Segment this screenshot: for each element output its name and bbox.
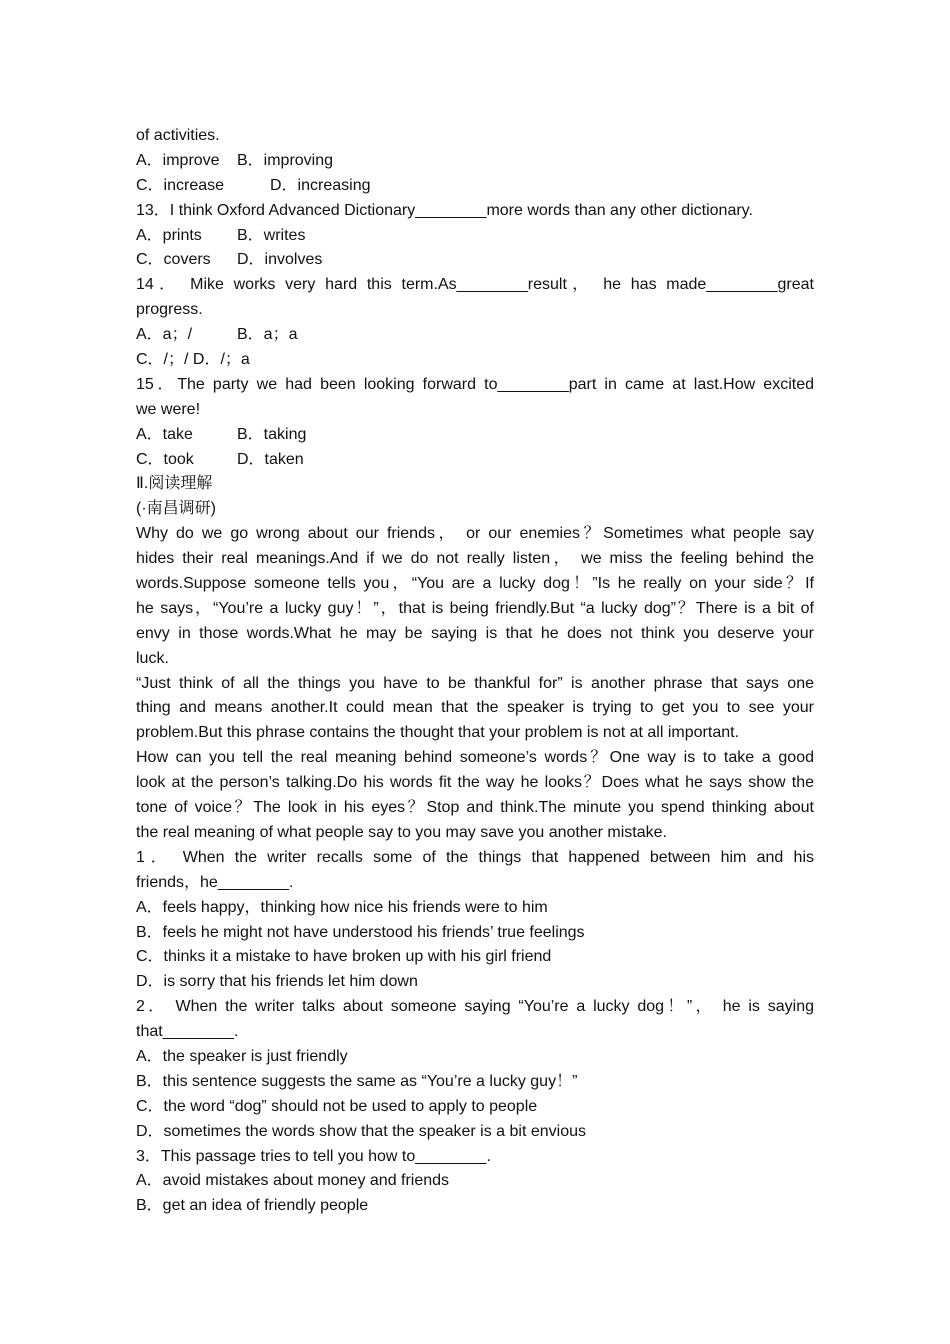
passage-line: How can you tell the real meaning behind someone’s words？One way is to take a good — [136, 749, 814, 767]
passage-line: he says，“You’re a lucky guy！”，that is being friendly.But “a lucky dog”？There is a bit of — [136, 599, 814, 617]
passage-line: luck. — [136, 649, 169, 667]
question-12-tail: of activities. — [136, 127, 220, 144]
option-a: A．take — [136, 425, 193, 443]
reading-question-1-stem: 1． When the writer recalls some of the things that happened between him and his — [136, 848, 814, 866]
question-15-options-cd — [136, 448, 814, 473]
section-source: (·南昌调研) — [136, 500, 216, 518]
option-b: B．taking — [237, 425, 307, 443]
question-14-options-cd — [136, 348, 814, 373]
option-b: B．writes — [237, 226, 306, 244]
question-15-stem: 15．The party we had been looking forward to________part in came at last.How excited — [136, 375, 814, 393]
passage-line: tone of voice？The look in his eyes？Stop and think.The minute you spend thinking about — [136, 799, 814, 817]
option-c: C．increase — [136, 176, 225, 194]
option-a: A．the speaker is just friendly — [136, 1047, 348, 1065]
question-12-options-ab — [136, 149, 814, 174]
option-b: B．a；a — [237, 326, 298, 344]
option-a: A．a；/ — [136, 326, 193, 344]
passage-line: words.Suppose someone tells you，“You are a lucky dog！”Is he really on your side？If — [136, 575, 814, 593]
passage-line: thing and means another.It could mean that the speaker is trying to get you to see your — [136, 699, 814, 717]
question-14-stem: 14． Mike works very hard this term.As________result， he has made________great — [136, 276, 814, 294]
option-a: A．prints — [136, 226, 202, 244]
question-13-stem: 13．I think Oxford Advanced Dictionary________more words than any other dictionary. — [136, 201, 753, 219]
question-12-options-cd — [136, 174, 814, 199]
option-c: C．the word “dog” should not be used to apply to people — [136, 1097, 538, 1115]
question-13-options-cd — [136, 248, 814, 273]
option-c: C．/；/ — [136, 351, 189, 369]
document-page — [136, 124, 814, 1219]
passage-line: the real meaning of what people say to you may save you another mistake. — [136, 823, 667, 841]
question-13-options-ab — [136, 224, 814, 249]
passage-line: hides their real meanings.And if we do not really listen， we miss the feeling behind the — [136, 550, 814, 568]
passage-line: look at the person’s talking.Do his words fit the way he looks？Does what he says show the — [136, 774, 814, 792]
option-b: B．get an idea of friendly people — [136, 1197, 369, 1215]
option-c: C．thinks it a mistake to have broken up with his girl friend — [136, 948, 552, 966]
option-c: C．covers — [136, 251, 211, 269]
option-d: D．involves — [237, 251, 323, 269]
section-title: Ⅱ.阅读理解 — [136, 475, 213, 493]
option-a: A．improve — [136, 151, 220, 169]
passage-line: Why do we go wrong about our friends， or our enemies？Sometimes what people say — [136, 525, 814, 543]
option-d: D．taken — [237, 450, 304, 468]
reading-question-1-stem-cont: friends，he________. — [136, 873, 294, 891]
option-b: B．feels he might not have understood his friends’ true feelings — [136, 923, 585, 941]
passage-line: envy in those words.What he may be saying is that he does not think you deserve your — [136, 624, 814, 642]
option-a: A．feels happy，thinking how nice his friends were to him — [136, 898, 548, 916]
passage-line: problem.But this phrase contains the thought that your problem is not at all important. — [136, 724, 739, 742]
question-14-stem-cont: progress. — [136, 301, 203, 319]
option-d: D．sometimes the words show that the speaker is a bit envious — [136, 1122, 586, 1140]
option-d: D．increasing — [270, 176, 371, 194]
option-b: B．this sentence suggests the same as “You’re a lucky guy！” — [136, 1072, 578, 1090]
question-15-options-ab — [136, 423, 814, 448]
question-15-stem-cont: we were! — [136, 400, 201, 418]
option-a: A．avoid mistakes about money and friends — [136, 1172, 450, 1190]
reading-question-2-stem-cont: that________. — [136, 1023, 239, 1041]
option-b: B．improving — [237, 151, 334, 169]
question-14-options-ab — [136, 323, 814, 348]
option-d: D．/；a — [192, 351, 250, 369]
option-c: C．took — [136, 450, 194, 468]
reading-question-3-stem: 3．This passage tries to tell you how to________. — [136, 1147, 491, 1165]
reading-question-2-stem: 2． When the writer talks about someone saying “You’re a lucky dog！”， he is saying — [136, 998, 814, 1016]
passage-line: “Just think of all the things you have to be thankful for” is another phrase that says one — [136, 674, 814, 692]
option-d: D．is sorry that his friends let him down — [136, 973, 418, 991]
